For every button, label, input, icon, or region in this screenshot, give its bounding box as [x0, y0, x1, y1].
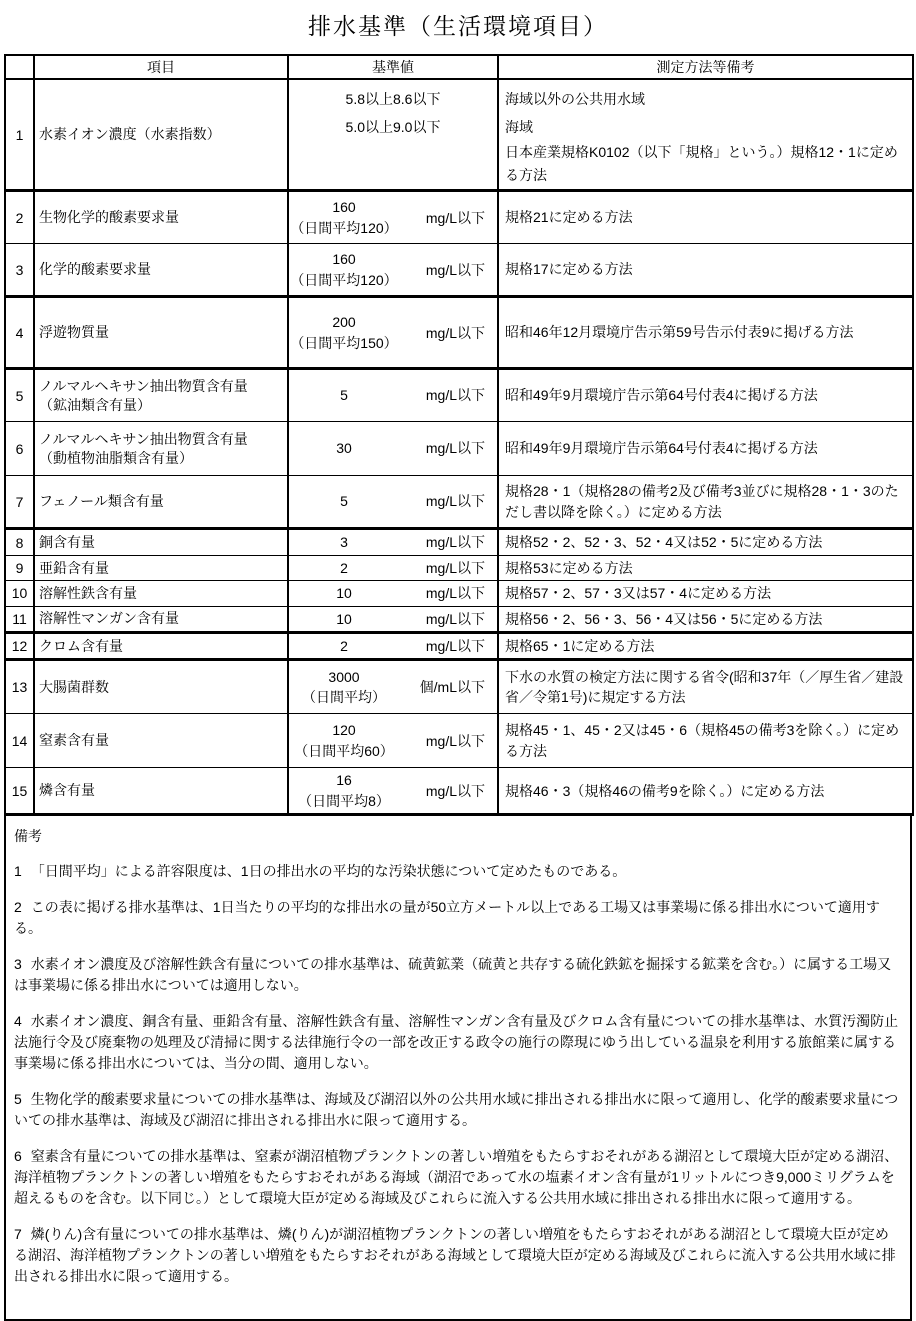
row-number: 3: [5, 244, 34, 297]
remarks-cell: 規格45・1、45・2又は45・6（規格45の備考3を除く。）に定める方法: [498, 714, 913, 768]
effluent-standards-table: [4, 54, 914, 816]
unit-label: mg/L以下: [425, 732, 485, 749]
header-remarks: 測定方法等備考: [498, 55, 913, 79]
unit-label: mg/L以下: [425, 534, 485, 551]
row-number: 10: [5, 581, 34, 606]
row-number: 9: [5, 556, 34, 581]
table-row: [5, 632, 913, 659]
table-row: [5, 556, 913, 581]
table-row: [5, 79, 913, 191]
standard-value-cell: [288, 369, 498, 422]
row-number: 4: [5, 297, 34, 369]
standard-value-cell: [288, 244, 498, 297]
unit-label: mg/L以下: [425, 560, 485, 577]
standard-value-sub: （日間平均120）: [290, 271, 398, 288]
note-number: 5: [14, 1091, 22, 1108]
table-row: [5, 244, 913, 297]
item-label: 燐含有量: [34, 768, 288, 815]
item-label: 生物化学的酸素要求量: [34, 191, 288, 244]
standard-value: 3000: [328, 668, 360, 685]
standard-value-cell: [288, 191, 498, 244]
row-number: 15: [5, 768, 34, 815]
standard-value: 5: [340, 493, 348, 510]
unit-label: mg/L以下: [425, 261, 485, 278]
table-row: [5, 768, 913, 815]
table-header-row: [5, 55, 913, 79]
note-item: [14, 1224, 900, 1287]
row-number: 12: [5, 632, 34, 659]
standard-value: 160: [332, 199, 356, 216]
unit-label: mg/L以下: [425, 209, 485, 226]
item-label: 亜鉛含有量: [34, 556, 288, 581]
item-label: 溶解性鉄含有量: [34, 581, 288, 606]
note-number: 7: [14, 1226, 22, 1243]
table-row: [5, 529, 913, 556]
unit-label: mg/L以下: [425, 610, 485, 627]
remarks-cell: 規格56・2、56・3、56・4又は56・5に定める方法: [498, 606, 913, 632]
page-title: 排水基準（生活環境項目）: [308, 13, 608, 39]
standard-value-cell: [288, 476, 498, 529]
note-number: 2: [14, 899, 22, 916]
standard-value-cell: [288, 79, 498, 191]
row-number: 8: [5, 529, 34, 556]
table-row: [5, 476, 913, 529]
standard-value-sub: （日間平均8）: [298, 792, 390, 809]
unit-label: mg/L以下: [425, 493, 485, 510]
standard-value-cell: [288, 768, 498, 815]
standard-value: 120: [332, 722, 356, 739]
remarks-line: 海域以外の公共用水域: [505, 91, 645, 107]
notes-heading: 備考: [14, 828, 42, 845]
remarks-cell: 規格46・3（規格46の備考9を除く。）に定める方法: [498, 768, 913, 815]
standard-value: 10: [336, 610, 352, 627]
item-label: クロム含有量: [34, 632, 288, 659]
note-number: 4: [14, 1013, 22, 1030]
note-text: 水素イオン濃度及び溶解性鉄含有量についての排水基準は、硫黄鉱業（硫黄と共存する硫化鉄鉱を掘採する鉱業を含む。）に属する工場又は事業場に係る排出水については適用しない。: [14, 956, 892, 994]
row-number: 1: [5, 79, 34, 191]
note-item: [14, 861, 900, 882]
unit-label: 個/mL以下: [419, 679, 485, 696]
note-number: 1: [14, 863, 22, 880]
remarks-line: 海域: [505, 119, 533, 135]
standard-value: 10: [336, 585, 352, 602]
unit-label: mg/L以下: [425, 387, 485, 404]
table-row: [5, 606, 913, 632]
row-number: 6: [5, 422, 34, 476]
unit-label: mg/L以下: [425, 324, 485, 341]
note-item: [14, 954, 900, 996]
item-label: ノルマルヘキサン抽出物質含有量 （動植物油脂類含有量）: [34, 422, 288, 476]
item-label: 浮遊物質量: [34, 297, 288, 369]
remarks-cell: 規格65・1に定める方法: [498, 632, 913, 659]
standard-value-cell: [288, 660, 498, 714]
remarks-cell: 規格52・2、52・3、52・4又は52・5に定める方法: [498, 529, 913, 556]
note-number: 3: [14, 956, 22, 973]
table-row: [5, 422, 913, 476]
table-row: [5, 660, 913, 714]
standard-value: 3: [340, 534, 348, 551]
unit-label: mg/L以下: [425, 585, 485, 602]
item-label: 溶解性マンガン含有量: [34, 606, 288, 632]
remarks-cell: 規格21に定める方法: [498, 191, 913, 244]
note-text: 生物化学的酸素要求量についての排水基準は、海域及び湖沼以外の公共用水域に排出される排出水に限って適用し、化学的酸素要求量についての排水基準は、海域及び湖沼に排出される排出水に限って適用する。: [14, 1091, 899, 1129]
note-text: 「日間平均」による許容限度は、1日の排出水の平均的な汚染状態について定めたものである。: [30, 863, 627, 880]
standard-value-cell: [288, 606, 498, 632]
row-number: 5: [5, 369, 34, 422]
item-label: 化学的酸素要求量: [34, 244, 288, 297]
note-text: 窒素含有量についての排水基準は、窒素が湖沼植物プランクトンの著しい増殖をもたらすおそれがある湖沼として環境大臣が定める湖沼、海洋植物プランクトンの著しい増殖をもたらすおそれがある海域（湖沼であって水の塩素イオン含有量が1リットルにつき9,000ミリグラムを超えるものを含む。以下同じ。）として環境大臣が定める海域及びこれらに流入する公共用水域に排出される排出水に限って適用する。: [14, 1148, 899, 1207]
standard-value-sub: （日間平均）: [302, 689, 386, 706]
standard-value-cell: [288, 422, 498, 476]
note-item: [14, 1011, 900, 1074]
note-text: 燐(りん)含有量についての排水基準は、燐(りん)が湖沼植物プランクトンの著しい増殖をもたらすおそれがある湖沼として環境大臣が定める湖沼、海洋植物プランクトンの著しい増殖をもたらすおそれがある海域として環境大臣が定める海域及びこれらに流入する公共用水域に排出される排出水に限って適用する。: [14, 1226, 896, 1285]
standard-value: 5: [340, 387, 348, 404]
standard-value-sub: （日間平均60）: [294, 742, 394, 759]
standard-value-line: 5.8以上8.6以下: [345, 91, 441, 107]
row-number: 7: [5, 476, 34, 529]
standard-value-sub: （日間平均150）: [290, 334, 398, 351]
standard-value-cell: [288, 632, 498, 659]
row-number: 2: [5, 191, 34, 244]
note-text: この表に掲げる排水基準は、1日当たりの平均的な排出水の量が50立方メートル以上である工場又は事業場に係る排出水について適用する。: [14, 899, 880, 937]
unit-label: mg/L以下: [425, 638, 485, 655]
standard-value-cell: [288, 714, 498, 768]
table-row: [5, 191, 913, 244]
table-row: [5, 369, 913, 422]
item-label: 窒素含有量: [34, 714, 288, 768]
note-number: 6: [14, 1148, 22, 1165]
remarks-cell: 昭和49年9月環境庁告示第64号付表4に掲げる方法: [498, 369, 913, 422]
header-value: 基準値: [288, 55, 498, 79]
standard-value: 2: [340, 637, 348, 654]
remarks-cell: 下水の水質の検定方法に関する省令(昭和37年（／厚生省／建設省／令第1号)に規定する方法: [498, 660, 913, 714]
table-row: [5, 714, 913, 768]
remarks-cell: 規格57・2、57・3又は57・4に定める方法: [498, 581, 913, 606]
standard-value-cell: [288, 581, 498, 606]
standard-value-line: 5.0以上9.0以下: [345, 119, 441, 135]
note-text: 水素イオン濃度、銅含有量、亜鉛含有量、溶解性鉄含有量、溶解性マンガン含有量及びクロム含有量についての排水基準は、水質汚濁防止法施行令及び廃棄物の処理及び清掃に関する法律施行令の一部を改正する政令の施行の際現にゆう出している温泉を利用する旅館業に属する事業場に係る排出水については、当分の間、適用しない。: [14, 1013, 899, 1072]
standard-value-sub: （日間平均120）: [290, 219, 398, 236]
standard-value: 16: [336, 772, 352, 789]
standard-value: 200: [332, 314, 356, 331]
standard-value-cell: [288, 529, 498, 556]
remarks-cell: 規格17に定める方法: [498, 244, 913, 297]
item-label: フェノール類含有量: [34, 476, 288, 529]
item-label: ノルマルヘキサン抽出物質含有量 （鉱油類含有量）: [34, 369, 288, 422]
standard-value: 2: [340, 560, 348, 576]
table-row: [5, 297, 913, 369]
note-item: [14, 1146, 900, 1209]
standard-value: 30: [336, 440, 352, 457]
remarks-cell: 規格28・1（規格28の備考2及び備考3並びに規格28・1・3のただし書以降を除く。）に定める方法: [498, 476, 913, 529]
note-item: [14, 1089, 900, 1131]
standard-value-cell: [288, 297, 498, 369]
notes-section: [4, 816, 912, 1321]
remarks-cell: 昭和46年12月環境庁告示第59号告示付表9に掲げる方法: [498, 297, 913, 369]
remarks-line: 日本産業規格K0102（以下「規格」という。）規格12・1に定める方法: [505, 144, 898, 183]
header-item: 項目: [34, 55, 288, 79]
row-number: 11: [5, 606, 34, 632]
standard-value-cell: [288, 556, 498, 581]
remarks-cell: 規格53に定める方法: [498, 556, 913, 581]
unit-label: mg/L以下: [425, 782, 485, 799]
header-no: [5, 55, 34, 79]
row-number: 13: [5, 660, 34, 714]
row-number: 14: [5, 714, 34, 768]
remarks-cell: [498, 79, 913, 191]
item-label: 大腸菌群数: [34, 660, 288, 714]
unit-label: mg/L以下: [425, 440, 485, 457]
item-label: 水素イオン濃度（水素指数）: [34, 79, 288, 191]
note-item: [14, 897, 900, 939]
standard-value: 160: [332, 251, 356, 268]
table-row: [5, 581, 913, 606]
item-label: 銅含有量: [34, 529, 288, 556]
remarks-cell: 昭和49年9月環境庁告示第64号付表4に掲げる方法: [498, 422, 913, 476]
